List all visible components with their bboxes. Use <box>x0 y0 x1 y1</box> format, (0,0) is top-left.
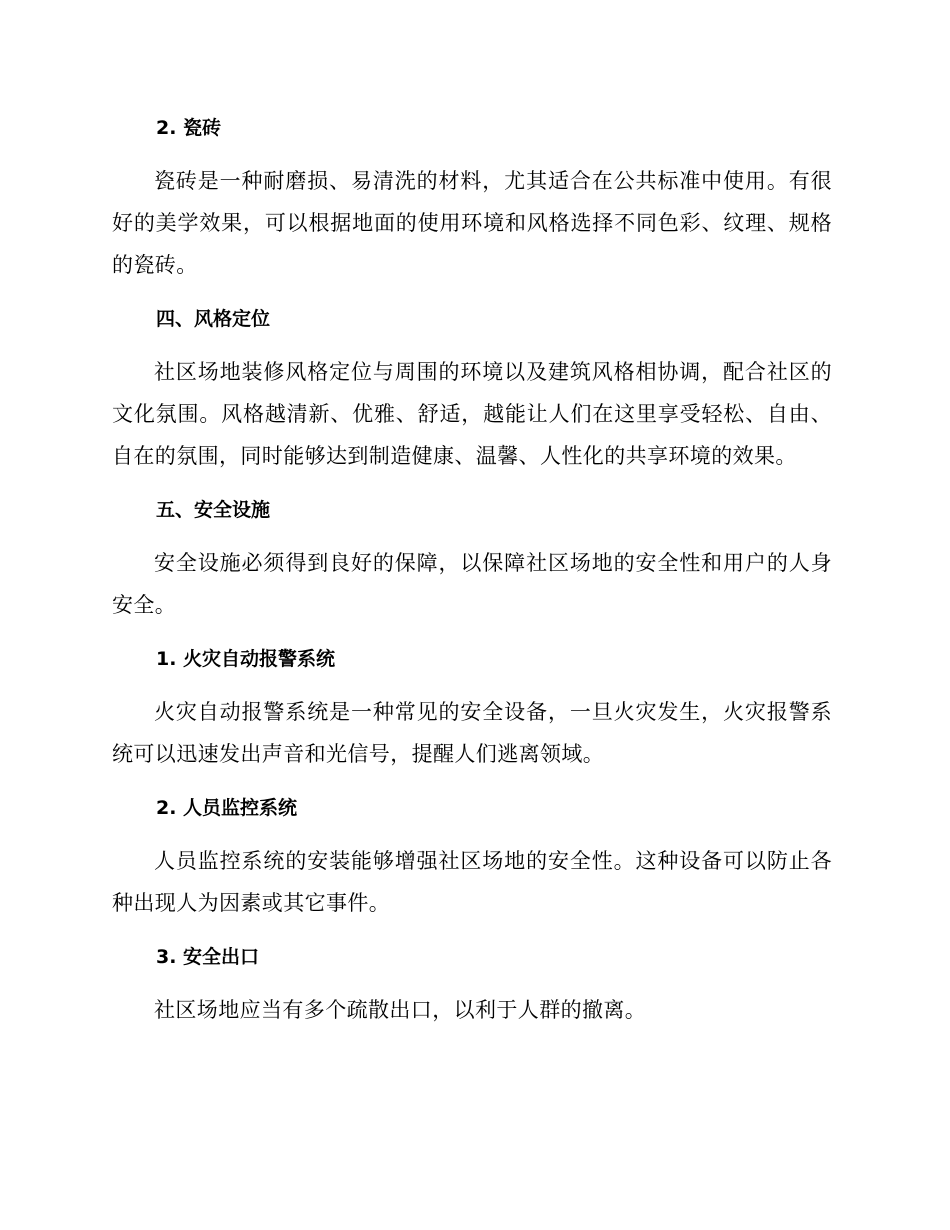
paragraph-monitoring: 人员监控系统的安装能够增强社区场地的安全性。这种设备可以防止各种出现人为因素或其它事件。 <box>112 849 832 915</box>
section-heading-fire-alarm: 1. 火灾自动报警系统 <box>156 648 336 670</box>
section-heading-style: 四、风格定位 <box>156 308 271 330</box>
section-heading-safety: 五、安全设施 <box>156 499 271 521</box>
paragraph-safety: 安全设施必须得到良好的保障，以保障社区场地的安全性和用户的人身安全。 <box>112 551 832 617</box>
section-heading-tiles: 2. 瓷砖 <box>156 117 222 139</box>
paragraph-exits: 社区场地应当有多个疏散出口，以利于人群的撤离。 <box>154 998 647 1022</box>
paragraph-style: 社区场地装修风格定位与周围的环境以及建筑风格相协调，配合社区的文化氛围。风格越清新、优雅、舒适，越能让人们在这里享受轻松、自由、自在的氛围，同时能够达到制造健康、温馨、人性化的共享环境的效果。 <box>112 360 832 468</box>
document-body <box>112 108 832 1031</box>
paragraph-tiles: 瓷砖是一种耐磨损、易清洗的材料，尤其适合在公共标准中使用。有很好的美学效果，可以根据地面的使用环境和风格选择不同色彩、纹理、规格的瓷砖。 <box>112 169 832 277</box>
section-heading-exits: 3. 安全出口 <box>156 946 260 968</box>
paragraph-fire-alarm: 火灾自动报警系统是一种常见的安全设备，一旦火灾发生，火灾报警系统可以迅速发出声音和光信号，提醒人们逃离领域。 <box>112 700 832 766</box>
section-heading-monitoring: 2. 人员监控系统 <box>156 797 298 819</box>
